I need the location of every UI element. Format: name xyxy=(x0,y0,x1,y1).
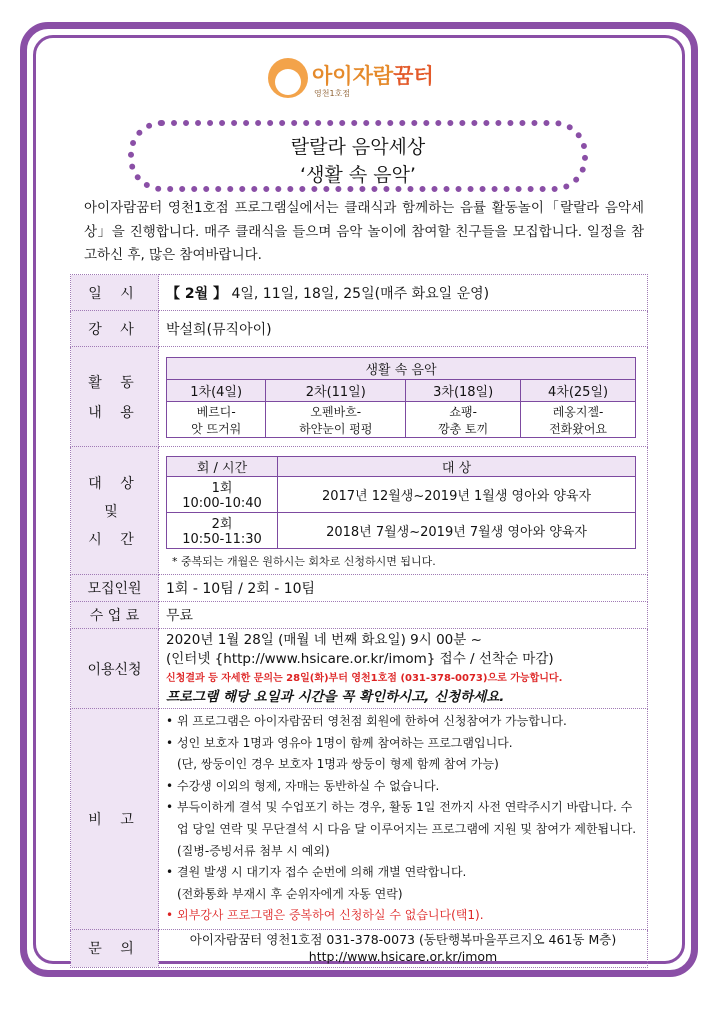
session-label: 3차(18일) xyxy=(406,380,521,402)
intro-text: 아이자람꿈터 영천1호점 프로그램실에서는 클래식과 함께하는 음률 활동놀이「랄랄라 음악세상」을 진행합니다. 매주 클래식을 들으며 음악 놀이에 참여할 친구들을 모집합니다. 일정을 참고하신 후, 많은 참여바랍니다. xyxy=(84,200,644,263)
capacity-row xyxy=(71,575,648,602)
title-box xyxy=(128,120,588,192)
contact-row xyxy=(71,929,648,967)
session-song-title: 하얀눈이 펑펑 xyxy=(299,421,373,436)
apply-label: 이용신청 xyxy=(71,629,159,709)
list-item: • 부득이하게 결석 및 수업포기 하는 경우, 활동 1일 전까지 사전 연락주시기 바랍니다. 수업 당일 연락 및 무단결석 시 다음 달 이루어지는 프로그램에 지원 및 참여가 제한됩니다.(질병-증빙서류 첨부 시 예외) xyxy=(166,800,637,858)
instructor-value: 박설희(뮤직아이) xyxy=(159,311,648,347)
contact-address: 아이자람꿈터 영천1호점 031-378-0073 (동탄행복마을푸르지오 461동 M층) xyxy=(189,932,617,948)
target-row xyxy=(71,447,648,575)
activity-row xyxy=(71,347,648,447)
remarks-list xyxy=(159,711,647,927)
list-item: • 성인 보호자 1명과 영유아 1명이 함께 참여하는 프로그램입니다. xyxy=(166,735,513,750)
schedule-month: 【 2월 】 xyxy=(166,285,228,302)
target-desc: 2018년 7월생~2019년 7월생 영아와 양육자 xyxy=(278,512,636,548)
logo-name: 아이자람꿈터 xyxy=(312,64,434,88)
session-song: 베르디- xyxy=(196,404,236,419)
session-song: 쇼팽- xyxy=(449,404,477,419)
target-desc: 2017년 12월생~2019년 1월생 영아와 양육자 xyxy=(278,476,636,512)
info-table xyxy=(70,274,648,968)
session-song: 오펜바흐- xyxy=(310,404,362,419)
session-label: 1차(4일) xyxy=(167,380,266,402)
activity-table xyxy=(166,357,636,438)
target-label-2: 및 xyxy=(104,503,125,520)
fee-value: 무료 xyxy=(159,602,648,629)
fee-label: 수 업 료 xyxy=(71,602,159,629)
instructor-label: 강 사 xyxy=(71,311,159,347)
logo xyxy=(268,54,458,106)
session-song-title: 전화왔어요 xyxy=(549,421,608,436)
contact-label: 문 의 xyxy=(71,929,159,967)
list-item: • 외부강사 프로그램은 중복하여 신청하실 수 없습니다(택1). xyxy=(166,908,484,923)
target-table xyxy=(166,456,636,549)
target-label-1: 대 상 xyxy=(88,475,141,492)
capacity-label: 모집인원 xyxy=(71,575,159,602)
list-item: • 위 프로그램은 아이자람꿈터 영천점 회원에 한하여 신청참여가 가능합니다. xyxy=(166,714,567,728)
remarks-label: 비 고 xyxy=(71,709,159,930)
page-subtitle: ‘생활 속 음악’ xyxy=(300,164,416,186)
session-label: 4차(25일) xyxy=(521,380,636,402)
instructor-row xyxy=(71,311,648,347)
activity-label-1: 활 동 xyxy=(88,374,141,391)
schedule-value: 4일, 11일, 18일, 25일(매주 화요일 운영) xyxy=(231,285,490,302)
apply-method: (인터넷 {http://www.hsicare.or.kr/imom} 접수 / 선착순 마감) xyxy=(166,650,554,667)
target-col-target: 대 상 xyxy=(278,456,636,476)
target-note: * 중복되는 개월은 원하시는 회차로 신청하시면 됩니다. xyxy=(172,554,436,568)
apply-date: 2020년 1월 28일 (매월 네 번째 화요일) 9시 00분 ~ xyxy=(166,631,482,648)
schedule-row xyxy=(71,275,648,311)
apply-warning: 프로그램 해당 요일과 시간을 꼭 확인하시고, 신청하세요. xyxy=(166,688,505,705)
target-col-session: 회 / 시간 xyxy=(167,456,278,476)
apply-inquiry: 신청결과 등 자세한 문의는 28일(화)부터 영천1호점 (031-378-0073)으로 가능합니다. xyxy=(166,672,563,684)
session-song: 레옹지젤- xyxy=(552,404,604,419)
list-item: • 수강생 이외의 형제, 자매는 동반하실 수 없습니다. xyxy=(166,778,440,793)
schedule-label: 일 시 xyxy=(71,275,159,311)
logo-face-icon xyxy=(268,58,308,98)
session-label: 2차(11일) xyxy=(266,380,406,402)
session-song-title: 앗 뜨거워 xyxy=(191,421,242,436)
logo-branch: 영천1호점 xyxy=(314,89,351,98)
target-session: 2회 xyxy=(211,517,233,532)
remarks-row xyxy=(71,709,648,930)
fee-row xyxy=(71,602,648,629)
list-item: • 결원 발생 시 대기자 접수 순번에 의해 개별 연락합니다. xyxy=(166,865,467,880)
capacity-value: 1회 - 10팀 / 2회 - 10팀 xyxy=(159,575,648,602)
session-song-title: 깡총 토끼 xyxy=(438,421,489,436)
activity-header: 생활 속 음악 xyxy=(167,358,636,380)
target-session: 1회 xyxy=(211,481,233,496)
target-time: 10:00-10:40 xyxy=(182,496,262,511)
contact-url[interactable]: http://www.hsicare.or.kr/imom xyxy=(308,949,498,965)
list-item: (단, 쌍둥이인 경우 보호자 1명과 쌍둥이 형제 함께 참여 가능) xyxy=(177,757,499,772)
activity-label-2: 내 용 xyxy=(88,404,141,421)
apply-row xyxy=(71,629,648,709)
page-title: 랄랄라 음악세상 xyxy=(290,136,426,158)
target-time: 10:50-11:30 xyxy=(182,532,262,547)
target-label-3: 시 간 xyxy=(88,531,141,548)
list-item: (전화통화 부재시 후 순위자에게 자동 연락) xyxy=(177,886,403,901)
